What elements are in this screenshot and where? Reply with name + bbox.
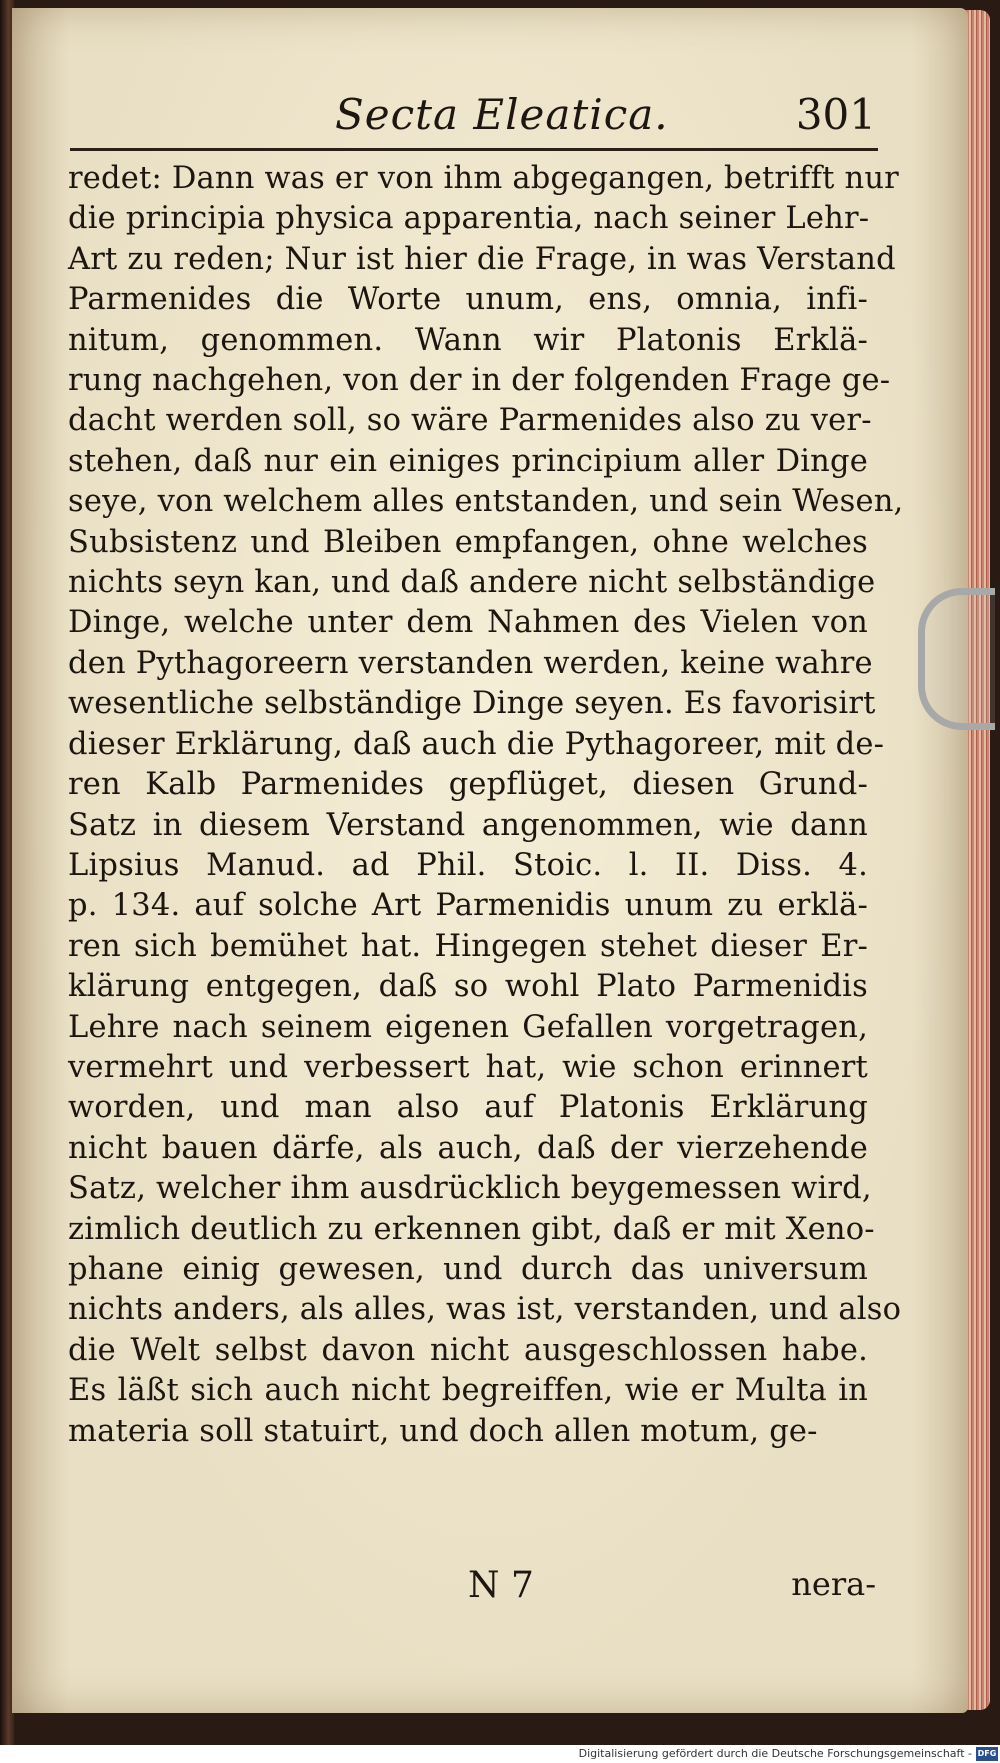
catchword: nera- bbox=[791, 1565, 876, 1603]
page-number: 301 bbox=[795, 90, 876, 139]
signature-mark: N 7 bbox=[468, 1565, 534, 1606]
text-line: seye, von welchem alles entstanden, und sein Wesen, bbox=[68, 484, 904, 520]
text-line: die principia physica apparentia, nach seiner Lehr- bbox=[68, 201, 870, 237]
text-line: Art zu reden; Nur ist hier die Frage, in was Verstand bbox=[68, 241, 896, 277]
text-line: p. 134. auf solche Art Parmenidis unum zu erklä- bbox=[68, 888, 868, 924]
text-line: worden, und man also auf Platonis Erklärung bbox=[68, 1090, 868, 1126]
text-line: vermehrt und verbessert hat, wie schon erinnert bbox=[68, 1049, 868, 1085]
text-line: dacht werden soll, so wäre Parmenides also zu ver- bbox=[68, 403, 872, 439]
text-line: Dinge, welche unter dem Nahmen des Vielen von bbox=[68, 605, 868, 641]
text-line: ren sich bemühet hat. Hingegen stehet dieser Er- bbox=[68, 928, 868, 964]
dfg-logo: DFG bbox=[976, 1747, 998, 1761]
funding-credit: Digitalisierung gefördert durch die Deutsche Forschungsgemeinschaft - bbox=[578, 1747, 972, 1760]
text-line: Parmenides die Worte unum, ens, omnia, infi- bbox=[68, 282, 868, 318]
text-line: phane einig gewesen, und durch das universum bbox=[68, 1251, 868, 1287]
text-line: Es läßt sich auch nicht begreiffen, wie er Multa in bbox=[68, 1373, 868, 1409]
text-line: zimlich deutlich zu erkennen gibt, daß er mit Xeno- bbox=[68, 1211, 875, 1247]
text-line: redet: Dann was er von ihm abgegangen, betrifft nur bbox=[68, 161, 899, 196]
text-line: nitum, genommen. Wann wir Platonis Erklä- bbox=[68, 322, 868, 358]
text-line: wesentliche selbständige Dinge seyen. Es favorisirt bbox=[68, 686, 876, 722]
text-line: materia soll statuirt, und doch allen motum, ge- bbox=[68, 1413, 818, 1449]
text-line: nichts seyn kan, und daß andere nicht selbständige bbox=[68, 565, 876, 601]
text-line: Satz in diesem Verstand angenommen, wie dann bbox=[68, 807, 868, 843]
header-rule bbox=[70, 148, 878, 151]
text-line: ren Kalb Parmenides gepflüget, diesen Grund- bbox=[68, 767, 868, 803]
text-line: stehen, daß nur ein einiges principium aller Dinge bbox=[68, 443, 868, 479]
text-line: rung nachgehen, von der in der folgenden Frage ge- bbox=[68, 363, 891, 399]
text-line: Lipsius Manud. ad Phil. Stoic. l. II. Diss. 4. bbox=[68, 847, 868, 883]
body-text bbox=[68, 159, 904, 1452]
text-line: dieser Erklärung, daß auch die Pythagoreer, mit de- bbox=[68, 726, 885, 762]
page-clip bbox=[918, 588, 995, 730]
page-footer bbox=[70, 1565, 876, 1615]
text-line: klärung entgegen, daß so wohl Plato Parmenidis bbox=[68, 969, 868, 1005]
credit-bar bbox=[0, 1745, 1000, 1763]
text-line: nichts anders, als alles, was ist, verstanden, und also bbox=[68, 1292, 902, 1328]
page-header bbox=[70, 90, 876, 146]
text-line: Lehre nach seinem eigenen Gefallen vorgetragen, bbox=[68, 1009, 868, 1045]
text-line: Subsistenz und Bleiben empfangen, ohne welches bbox=[68, 524, 868, 560]
text-line: nicht bauen därfe, als auch, daß der vierzehende bbox=[68, 1130, 868, 1166]
text-line: den Pythagoreern verstanden werden, keine wahre bbox=[68, 645, 873, 681]
running-title: Secta Eleatica. bbox=[335, 90, 669, 139]
text-line: Satz, welcher ihm ausdrücklich beygemessen wird, bbox=[68, 1171, 872, 1207]
text-line: die Welt selbst davon nicht ausgeschlossen habe. bbox=[68, 1332, 868, 1368]
